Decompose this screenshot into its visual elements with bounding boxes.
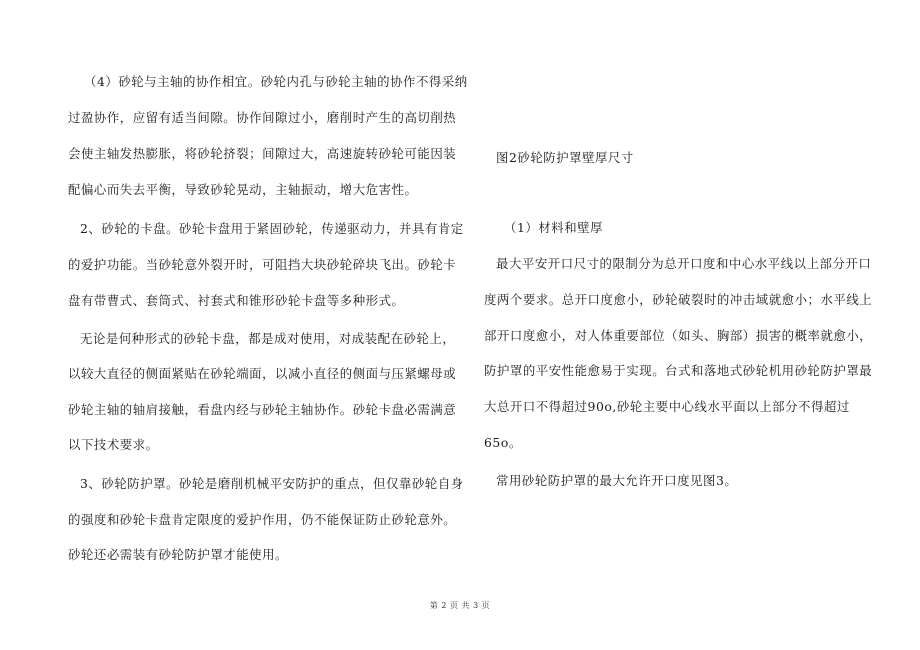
paragraph-line: 配偏心而失去平衡，导致砂轮晃动，主轴振动，增大危害性。 — [68, 182, 418, 197]
paragraph-line: 大总开口不得超过90o,砂轮主要中心线水平面以上部分不得超过 — [484, 399, 850, 414]
paragraph-line: 最大平安开口尺寸的限制分为总开口度和中心水平线以上部分开口 — [496, 256, 872, 271]
paragraph-line: 以下技术要求。 — [68, 437, 159, 452]
paragraph-line: 防护罩的平安性能愈易于实现。台式和落地式砂轮机用砂轮防护罩最 — [484, 363, 873, 378]
paragraph-line: 砂轮主轴的轴肩接触，看盘内经与砂轮主轴协作。砂轮卡盘必需满意 — [68, 402, 457, 417]
paragraph-line: 的爱护功能。当砂轮意外裂开时，可阻挡大块砂轮碎块飞出。砂轮卡 — [68, 257, 457, 272]
paragraph-line: 部开口度愈小，对人体重要部位（如头、胸部）损害的概率就愈小， — [484, 328, 873, 343]
paragraph-line: 砂轮还必需装有砂轮防护罩才能使用。 — [68, 547, 288, 562]
paragraph-line: 65o。 — [484, 435, 522, 450]
paragraph-line: 常用砂轮防护罩的最大允许开口度见图3。 — [496, 473, 738, 488]
paragraph-line: 3、砂轮防护罩。砂轮是磨削机械平安防护的重点，但仅靠砂轮自身 — [80, 476, 464, 491]
paragraph-line: （4）砂轮与主轴的协作相宜。砂轮内孔与砂轮主轴的协作不得采纳 — [84, 74, 468, 89]
section-heading: （1）材料和壁厚 — [504, 220, 604, 235]
paragraph-line: 盘有带曹式、套筒式、衬套式和锥形砂轮卡盘等多种形式。 — [68, 293, 405, 308]
paragraph-line: 会使主轴发热膨胀，将砂轮挤裂；间隙过大，高速旋转砂轮可能因装 — [68, 146, 457, 161]
page-number-footer: 第 2 页 共 3 页 — [429, 601, 491, 610]
paragraph-line: 的强度和砂轮卡盘肯定限度的爱护作用，仍不能保证防止砂轮意外。 — [68, 512, 457, 527]
paragraph-line: 度两个要求。总开口度愈小，砂轮破裂时的冲击域就愈小；水平线上 — [484, 292, 873, 307]
paragraph-line: 以较大直径的侧面紧贴在砂轮端面，以减小直径的侧面与压紧螺母或 — [68, 366, 457, 381]
figure-caption: 图2砂轮防护罩壁厚尺寸 — [496, 150, 634, 165]
paragraph-line: 过盈协作，应留有适当间隙。协作间隙过小，磨削时产生的高切削热 — [68, 110, 457, 125]
paragraph-line: 无论是何种形式的砂轮卡盘，都是成对使用，对成装配在砂轮上， — [80, 331, 456, 346]
paragraph-line: 2、砂轮的卡盘。砂轮卡盘用于紧固砂轮，传递驱动力，并具有肯定 — [80, 221, 464, 236]
